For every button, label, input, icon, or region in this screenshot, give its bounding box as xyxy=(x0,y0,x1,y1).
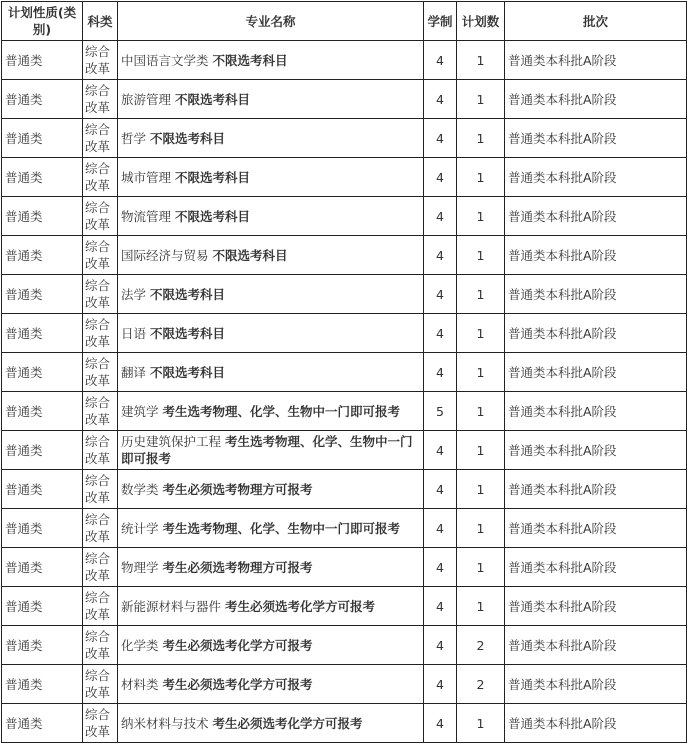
subject-requirement: 不限选考科目 xyxy=(175,91,251,107)
cell-plan-count: 1 xyxy=(457,392,505,431)
subject-requirement: 考生必须选考化学方可报考 xyxy=(162,637,313,653)
cell-plan-type: 普通类 xyxy=(2,158,83,197)
major-name: 城市管理 xyxy=(121,169,172,185)
cell-plan-count: 1 xyxy=(457,470,505,509)
major-name: 国际经济与贸易 xyxy=(121,247,209,263)
subject-requirement: 考生选考物理、化学、生物中一门即可报考 xyxy=(121,434,413,466)
cell-category: 综合改革 xyxy=(83,587,118,626)
cell-plan-count: 1 xyxy=(457,704,505,743)
cell-batch: 普通类本科批A阶段 xyxy=(505,704,687,743)
cell-major-name xyxy=(118,158,424,197)
subject-requirement: 不限选考科目 xyxy=(150,364,226,380)
header-plan-type: 计划性质(类别) xyxy=(2,2,83,41)
major-name: 中国语言文学类 xyxy=(121,52,209,68)
cell-plan-type: 普通类 xyxy=(2,470,83,509)
table-row xyxy=(2,158,687,197)
cell-category: 综合改革 xyxy=(83,392,118,431)
cell-years: 4 xyxy=(424,704,457,743)
cell-major-name xyxy=(118,587,424,626)
table-body xyxy=(2,41,687,743)
cell-plan-type: 普通类 xyxy=(2,548,83,587)
table-row xyxy=(2,80,687,119)
table-row xyxy=(2,119,687,158)
cell-plan-count: 2 xyxy=(457,626,505,665)
major-name: 数学类 xyxy=(121,481,159,497)
cell-years: 4 xyxy=(424,119,457,158)
table-row xyxy=(2,665,687,704)
cell-years: 4 xyxy=(424,626,457,665)
cell-plan-type: 普通类 xyxy=(2,704,83,743)
table-row xyxy=(2,353,687,392)
cell-major-name xyxy=(118,626,424,665)
cell-category: 综合改革 xyxy=(83,80,118,119)
cell-batch: 普通类本科批A阶段 xyxy=(505,431,687,470)
cell-category: 综合改革 xyxy=(83,236,118,275)
cell-years: 4 xyxy=(424,665,457,704)
cell-batch: 普通类本科批A阶段 xyxy=(505,587,687,626)
cell-plan-type: 普通类 xyxy=(2,431,83,470)
cell-years: 4 xyxy=(424,509,457,548)
cell-category: 综合改革 xyxy=(83,470,118,509)
header-plan-count: 计划数 xyxy=(457,2,505,41)
cell-major-name xyxy=(118,353,424,392)
cell-major-name xyxy=(118,80,424,119)
cell-batch: 普通类本科批A阶段 xyxy=(505,509,687,548)
subject-requirement: 不限选考科目 xyxy=(212,52,288,68)
major-name: 日语 xyxy=(121,325,147,341)
table-row xyxy=(2,587,687,626)
subject-requirement: 考生必须选考化学方可报考 xyxy=(225,598,376,614)
cell-years: 4 xyxy=(424,587,457,626)
cell-category: 综合改革 xyxy=(83,431,118,470)
header-row xyxy=(2,2,687,41)
table-row xyxy=(2,431,687,470)
major-name: 物理学 xyxy=(121,559,159,575)
subject-requirement: 不限选考科目 xyxy=(175,208,251,224)
cell-years: 4 xyxy=(424,353,457,392)
major-name: 哲学 xyxy=(121,130,147,146)
cell-major-name xyxy=(118,548,424,587)
major-name: 纳米材料与技术 xyxy=(121,715,209,731)
cell-years: 4 xyxy=(424,80,457,119)
cell-plan-type: 普通类 xyxy=(2,392,83,431)
cell-batch: 普通类本科批A阶段 xyxy=(505,314,687,353)
cell-years: 5 xyxy=(424,392,457,431)
table-row xyxy=(2,704,687,743)
cell-category: 综合改革 xyxy=(83,119,118,158)
cell-plan-count: 1 xyxy=(457,587,505,626)
major-name: 材料类 xyxy=(121,676,159,692)
table-row xyxy=(2,626,687,665)
cell-category: 综合改革 xyxy=(83,314,118,353)
cell-plan-count: 1 xyxy=(457,275,505,314)
cell-batch: 普通类本科批A阶段 xyxy=(505,353,687,392)
cell-plan-type: 普通类 xyxy=(2,314,83,353)
cell-batch: 普通类本科批A阶段 xyxy=(505,392,687,431)
cell-major-name xyxy=(118,470,424,509)
cell-years: 4 xyxy=(424,431,457,470)
cell-batch: 普通类本科批A阶段 xyxy=(505,41,687,80)
table-row xyxy=(2,197,687,236)
major-name: 统计学 xyxy=(121,520,159,536)
cell-category: 综合改革 xyxy=(83,197,118,236)
major-name: 化学类 xyxy=(121,637,159,653)
cell-category: 综合改革 xyxy=(83,704,118,743)
cell-plan-type: 普通类 xyxy=(2,353,83,392)
cell-batch: 普通类本科批A阶段 xyxy=(505,470,687,509)
subject-requirement: 不限选考科目 xyxy=(212,247,288,263)
cell-category: 综合改革 xyxy=(83,41,118,80)
cell-batch: 普通类本科批A阶段 xyxy=(505,236,687,275)
cell-batch: 普通类本科批A阶段 xyxy=(505,275,687,314)
cell-batch: 普通类本科批A阶段 xyxy=(505,626,687,665)
major-name: 物流管理 xyxy=(121,208,172,224)
subject-requirement: 考生选考物理、化学、生物中一门即可报考 xyxy=(162,520,401,536)
cell-years: 4 xyxy=(424,314,457,353)
cell-years: 4 xyxy=(424,197,457,236)
cell-plan-type: 普通类 xyxy=(2,587,83,626)
subject-requirement: 不限选考科目 xyxy=(175,169,251,185)
cell-batch: 普通类本科批A阶段 xyxy=(505,548,687,587)
cell-batch: 普通类本科批A阶段 xyxy=(505,158,687,197)
table-row xyxy=(2,392,687,431)
cell-major-name xyxy=(118,392,424,431)
cell-years: 4 xyxy=(424,548,457,587)
cell-batch: 普通类本科批A阶段 xyxy=(505,197,687,236)
cell-major-name xyxy=(118,431,424,470)
cell-plan-count: 1 xyxy=(457,41,505,80)
subject-requirement: 考生必须选考化学方可报考 xyxy=(212,715,363,731)
cell-years: 4 xyxy=(424,236,457,275)
table-row xyxy=(2,470,687,509)
cell-major-name xyxy=(118,665,424,704)
table-row xyxy=(2,548,687,587)
subject-requirement: 考生必须选考化学方可报考 xyxy=(162,676,313,692)
subject-requirement: 考生必须选考物理方可报考 xyxy=(162,481,313,497)
cell-major-name xyxy=(118,314,424,353)
cell-category: 综合改革 xyxy=(83,158,118,197)
cell-plan-count: 1 xyxy=(457,236,505,275)
cell-plan-count: 2 xyxy=(457,665,505,704)
cell-category: 综合改革 xyxy=(83,509,118,548)
subject-requirement: 考生必须选考物理方可报考 xyxy=(162,559,313,575)
cell-category: 综合改革 xyxy=(83,548,118,587)
cell-years: 4 xyxy=(424,41,457,80)
cell-major-name xyxy=(118,41,424,80)
cell-major-name xyxy=(118,197,424,236)
cell-plan-count: 1 xyxy=(457,431,505,470)
major-name: 新能源材料与器件 xyxy=(121,598,222,614)
cell-plan-count: 1 xyxy=(457,119,505,158)
subject-requirement: 不限选考科目 xyxy=(150,286,226,302)
cell-plan-count: 1 xyxy=(457,197,505,236)
major-name: 历史建筑保护工程 xyxy=(121,434,222,449)
cell-plan-type: 普通类 xyxy=(2,665,83,704)
cell-batch: 普通类本科批A阶段 xyxy=(505,665,687,704)
cell-plan-count: 1 xyxy=(457,80,505,119)
cell-plan-type: 普通类 xyxy=(2,80,83,119)
major-name: 翻译 xyxy=(121,364,147,380)
major-name: 建筑学 xyxy=(121,403,159,419)
subject-requirement: 不限选考科目 xyxy=(150,325,226,341)
cell-plan-type: 普通类 xyxy=(2,236,83,275)
cell-plan-count: 1 xyxy=(457,509,505,548)
cell-plan-type: 普通类 xyxy=(2,626,83,665)
header-category: 科类 xyxy=(83,2,118,41)
cell-major-name xyxy=(118,119,424,158)
header-batch: 批次 xyxy=(505,2,687,41)
cell-plan-count: 1 xyxy=(457,548,505,587)
cell-category: 综合改革 xyxy=(83,665,118,704)
cell-major-name xyxy=(118,275,424,314)
cell-major-name xyxy=(118,509,424,548)
cell-category: 综合改革 xyxy=(83,353,118,392)
cell-batch: 普通类本科批A阶段 xyxy=(505,80,687,119)
table-row xyxy=(2,509,687,548)
subject-requirement: 不限选考科目 xyxy=(150,130,226,146)
table-row xyxy=(2,275,687,314)
cell-plan-type: 普通类 xyxy=(2,197,83,236)
cell-years: 4 xyxy=(424,470,457,509)
table-row xyxy=(2,314,687,353)
table-row xyxy=(2,41,687,80)
cell-plan-type: 普通类 xyxy=(2,275,83,314)
table-row xyxy=(2,236,687,275)
cell-years: 4 xyxy=(424,275,457,314)
cell-plan-type: 普通类 xyxy=(2,119,83,158)
header-years: 学制 xyxy=(424,2,457,41)
major-name: 旅游管理 xyxy=(121,91,172,107)
cell-category: 综合改革 xyxy=(83,275,118,314)
cell-plan-count: 1 xyxy=(457,353,505,392)
major-name: 法学 xyxy=(121,286,147,302)
header-major-name: 专业名称 xyxy=(118,2,424,41)
cell-years: 4 xyxy=(424,158,457,197)
cell-major-name xyxy=(118,704,424,743)
cell-plan-count: 1 xyxy=(457,314,505,353)
cell-major-name xyxy=(118,236,424,275)
cell-plan-type: 普通类 xyxy=(2,41,83,80)
cell-plan-type: 普通类 xyxy=(2,509,83,548)
cell-batch: 普通类本科批A阶段 xyxy=(505,119,687,158)
cell-category: 综合改革 xyxy=(83,626,118,665)
subject-requirement: 考生选考物理、化学、生物中一门即可报考 xyxy=(162,403,401,419)
cell-plan-count: 1 xyxy=(457,158,505,197)
enrollment-plan-table xyxy=(1,1,687,743)
